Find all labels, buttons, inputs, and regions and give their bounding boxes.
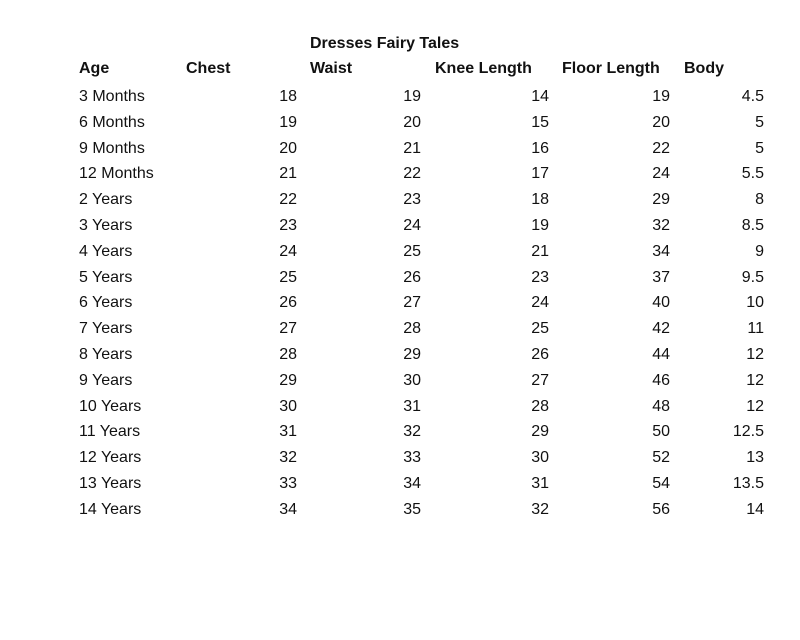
table-row [0,370,800,396]
chest-cell: 29 [279,371,297,389]
header-chest: Chest [186,60,231,77]
floor-length-cell: 52 [652,449,670,467]
floor-length-cell: 46 [652,371,670,389]
age-cell: 9 Years [79,371,133,389]
waist-cell: 34 [403,474,421,492]
age-cell: 2 Years [79,191,133,209]
body-cell: 12.5 [732,423,764,441]
body-cell: 13 [746,449,764,467]
knee-length-cell: 14 [531,88,549,105]
age-cell: 5 Years [79,268,133,286]
header-knee-length: Knee Length [435,60,532,77]
header-waist: Waist [310,60,353,77]
body-cell: 4.5 [741,88,764,105]
age-cell: 6 Months [79,113,145,131]
chest-cell: 26 [279,294,297,312]
table-row [0,473,800,499]
table-row [0,318,800,344]
header-floor-length: Floor Length [562,60,660,77]
floor-length-cell: 54 [652,474,670,492]
age-cell: 8 Years [79,345,133,363]
waist-cell: 20 [403,113,421,131]
age-cell: 3 Years [79,216,133,234]
knee-length-cell: 29 [531,423,549,441]
floor-length-cell: 44 [652,345,670,363]
waist-cell: 19 [403,88,421,105]
waist-cell: 28 [403,320,421,338]
knee-length-cell: 23 [531,268,549,286]
table-row [0,215,800,241]
knee-length-cell: 31 [531,474,549,492]
age-cell: 6 Years [79,294,133,312]
body-cell: 9.5 [741,268,764,286]
table-row [0,112,800,138]
table-row [0,396,800,422]
chest-cell: 18 [279,88,297,105]
table-row [0,189,800,215]
chest-cell: 21 [279,165,297,183]
knee-length-cell: 18 [531,191,549,209]
body-cell: 5.5 [741,165,764,183]
age-cell: 4 Years [79,242,133,260]
waist-cell: 30 [403,371,421,389]
chest-cell: 30 [279,397,297,415]
chest-cell: 25 [279,268,297,286]
floor-length-cell: 50 [652,423,670,441]
age-cell: 9 Months [79,139,145,157]
waist-cell: 27 [403,294,421,312]
waist-cell: 21 [403,139,421,157]
table-row [0,344,800,370]
body-cell: 12 [746,371,764,389]
waist-cell: 25 [403,242,421,260]
age-cell: 13 Years [79,474,142,492]
waist-cell: 31 [403,397,421,415]
chest-cell: 31 [279,423,297,441]
knee-length-cell: 17 [531,165,549,183]
chest-cell: 19 [279,113,297,131]
chest-cell: 20 [279,139,297,157]
chest-cell: 23 [279,216,297,234]
waist-cell: 26 [403,268,421,286]
body-cell: 11 [747,320,764,338]
knee-length-cell: 30 [531,449,549,467]
floor-length-cell: 37 [652,268,670,286]
chest-cell: 32 [279,449,297,467]
body-cell: 5 [755,113,764,131]
body-cell: 13.5 [732,474,764,492]
table-row [0,447,800,473]
knee-length-cell: 19 [531,216,549,234]
floor-length-cell: 19 [652,88,670,105]
table-row [0,138,800,164]
chest-cell: 22 [279,191,297,209]
table-row [0,86,800,112]
body-cell: 14 [746,500,764,518]
body-cell: 12 [746,397,764,415]
knee-length-cell: 27 [531,371,549,389]
body-cell: 8.5 [741,216,764,234]
header-body: Body [684,60,724,77]
age-cell: 7 Years [79,320,133,338]
knee-length-cell: 24 [531,294,549,312]
chest-cell: 27 [279,320,297,338]
floor-length-cell: 40 [652,294,670,312]
floor-length-cell: 56 [652,500,670,518]
knee-length-cell: 28 [531,397,549,415]
waist-cell: 22 [403,165,421,183]
floor-length-cell: 20 [652,113,670,131]
age-cell: 14 Years [79,500,142,518]
table-title: Dresses Fairy Tales [310,35,460,52]
knee-length-cell: 15 [531,113,549,131]
knee-length-cell: 26 [531,345,549,363]
chest-cell: 24 [279,242,297,260]
table-row [0,499,800,525]
waist-cell: 24 [403,216,421,234]
table-row [0,241,800,267]
body-cell: 10 [746,294,764,312]
floor-length-cell: 32 [652,216,670,234]
floor-length-cell: 42 [652,320,670,338]
knee-length-cell: 25 [531,320,549,338]
age-cell: 3 Months [79,88,145,105]
chest-cell: 33 [279,474,297,492]
age-cell: 12 Years [79,449,142,467]
floor-length-cell: 22 [652,139,670,157]
body-cell: 9 [755,242,764,260]
waist-cell: 33 [403,449,421,467]
age-cell: 12 Months [79,165,154,183]
header-row [0,60,800,82]
age-cell: 11 Years [79,423,141,441]
table-row [0,292,800,318]
table-row [0,267,800,293]
header-age: Age [79,60,110,77]
table-body [0,86,800,525]
waist-cell: 35 [403,500,421,518]
waist-cell: 23 [403,191,421,209]
table-row [0,163,800,189]
body-cell: 8 [755,191,764,209]
floor-length-cell: 29 [652,191,670,209]
table-row [0,421,800,447]
waist-cell: 29 [403,345,421,363]
body-cell: 12 [746,345,764,363]
chest-cell: 34 [279,500,297,518]
body-cell: 5 [755,139,764,157]
knee-length-cell: 16 [531,139,549,157]
age-cell: 10 Years [79,397,142,415]
knee-length-cell: 32 [531,500,549,518]
chest-cell: 28 [279,345,297,363]
floor-length-cell: 24 [652,165,670,183]
floor-length-cell: 48 [652,397,670,415]
floor-length-cell: 34 [652,242,670,260]
waist-cell: 32 [403,423,421,441]
knee-length-cell: 21 [531,242,549,260]
